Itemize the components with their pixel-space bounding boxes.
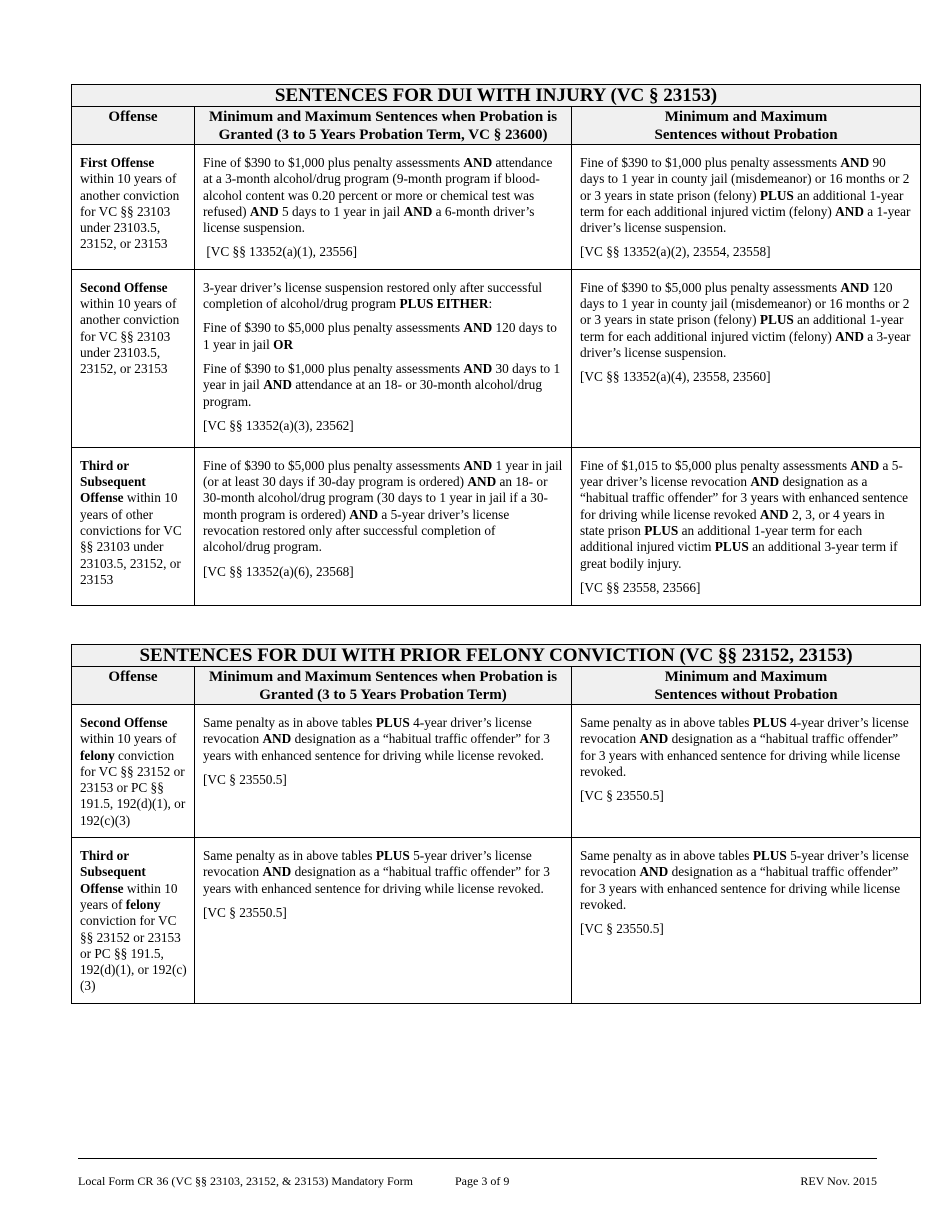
- table-row: [72, 838, 921, 1004]
- table-header-row: [72, 667, 921, 705]
- probation-header: [195, 107, 572, 145]
- footer-revision: REV Nov. 2015: [800, 1174, 877, 1188]
- probation-cell: [195, 269, 572, 447]
- offense-cell: Second Offense within 10 years of felony conviction for VC §§ 23152 or 23153 or PC §§ 191.5, 192(d)(1), or 192(c)(3): [72, 705, 195, 838]
- emphasis-text: AND: [759, 506, 789, 522]
- offense-cell: [72, 447, 195, 605]
- sentence-text: Same penalty as in above tables PLUS 4-year driver’s license revocation AND designation as a “habitual traffic offender” for 3 years with enhanced sentence for driving while license revoked.: [580, 715, 909, 779]
- table-title-row: [72, 85, 921, 107]
- sentence-text: Fine of $390 to $1,000 plus penalty assessments AND attendance at a 3-month alcohol/drug program (9-month program if blood-alcohol content was 0.20 percent or more or chemical test was refused) AND 5 days to 1 year in jail AND a 6-month driver’s license suspension.: [203, 155, 553, 236]
- citation: [VC §§ 13352(a)(3), 23562]: [203, 417, 354, 433]
- emphasis-text: AND: [263, 377, 292, 393]
- sentence-text: Same penalty as in above tables PLUS 4-year driver’s license revocation AND designation as a “habitual traffic offender” for 3 years with enhanced sentence for driving while license revoked.: [203, 715, 550, 763]
- table-row: [72, 145, 921, 270]
- sentence-text: Same penalty as in above tables PLUS 5-year driver’s license revocation AND designation as a “habitual traffic offender” for 3 years with enhanced sentence for driving while license revoked.: [203, 848, 550, 896]
- citation: [VC §§ 13352(a)(6), 23568]: [203, 563, 354, 579]
- sentence-option: Fine of $390 to $1,000 plus penalty assessments AND 30 days to 1 year in jail AND attendance at an 18- or 30-month alcohol/drug program.: [203, 360, 561, 409]
- offense-cell: [72, 269, 195, 447]
- emphasis-text: AND: [463, 457, 493, 473]
- offense-detail: within 10 years of another conviction for VC §§ 23103 under 23103.5, 23152, or 23153: [80, 171, 180, 252]
- offense-title: Second Offense: [80, 279, 168, 295]
- no-probation-cell: [572, 705, 921, 838]
- no-probation-cell: [572, 269, 921, 447]
- emphasis-text: felony: [125, 896, 161, 912]
- emphasis-text: AND: [639, 731, 669, 747]
- emphasis-text: PLUS: [759, 312, 794, 328]
- citation: [VC §§ 13352(a)(2), 23554, 23558]: [580, 244, 771, 260]
- probation-header-line2: Granted (3 to 5 Years Probation Term): [259, 687, 507, 703]
- no-probation-header: [572, 107, 921, 145]
- citation: [VC §§ 13352(a)(4), 23558, 23560]: [580, 369, 771, 385]
- emphasis-text: AND: [403, 203, 433, 219]
- offense-detail: within 10 years of another conviction for VC §§ 23103 under 23103.5, 23152, or 23153: [80, 296, 180, 377]
- citation: [VC § 23550.5]: [580, 788, 664, 804]
- citation: [VC § 23550.5]: [203, 771, 287, 787]
- no-probation-cell: [572, 447, 921, 605]
- offense-header: Offense: [72, 107, 195, 145]
- emphasis-text: Second Offense: [80, 715, 168, 730]
- emphasis-text: AND: [262, 731, 292, 747]
- no-probation-header-line2: Sentences without Probation: [654, 687, 838, 703]
- emphasis-text: AND: [463, 360, 493, 376]
- sentence-text: Fine of $1,015 to $5,000 plus penalty assessments AND a 5-year driver’s license revocation AND designation as a “habitual traffic offender” for 3 years with enhanced sentence for driving while license revoked AND 2, 3, or 4 years in state prison PLUS an additional 1-year term for each additional injured victim PLUS an additional 3-year term if great bodily injury.: [580, 457, 909, 571]
- probation-cell: [195, 705, 572, 838]
- dui-injury-table: [71, 84, 921, 606]
- no-probation-header: [572, 667, 921, 705]
- no-probation-header-line1: Minimum and Maximum: [664, 109, 828, 125]
- no-probation-cell: [572, 838, 921, 1004]
- citation: [VC §§ 13352(a)(1), 23556]: [203, 244, 357, 260]
- sentence-option: Fine of $390 to $5,000 plus penalty assessments AND 120 days to 1 year in jail OR: [203, 320, 557, 352]
- offense-cell: [72, 145, 195, 270]
- sentence-text: Same penalty as in above tables PLUS 5-year driver’s license revocation AND designation as a “habitual traffic offender” for 3 years with enhanced sentence for driving while license revoked.: [580, 848, 909, 912]
- no-probation-header-line2: Sentences without Probation: [654, 127, 838, 143]
- offense-title: First Offense: [80, 155, 155, 170]
- emphasis-text: PLUS: [759, 187, 794, 203]
- emphasis-text: AND: [467, 474, 497, 490]
- offense-cell: Third or Subsequent Offense within 10 years of felony conviction for VC §§ 23152 or 23153 or PC §§ 191.5, 192(d)(1), or 192(c)(3): [72, 838, 195, 1004]
- emphasis-text: AND: [639, 864, 669, 880]
- no-probation-cell: [572, 145, 921, 270]
- probation-header-line1: Minimum and Maximum Sentences when Probation is: [208, 669, 558, 685]
- sentence-text: Fine of $390 to $5,000 plus penalty assessments AND 1 year in jail (or at least 30 days if 30-day program is ordered) AND an 18- or 30-month alcohol/drug program (30 days to 1 year in jail if a 30-month program is ordered) AND a 5-year driver’s license revocation restored only after successful completion of alcohol/drug program.: [203, 457, 563, 555]
- emphasis-text: AND: [249, 203, 279, 219]
- emphasis-text: AND: [835, 203, 864, 219]
- emphasis-text: Third or Subsequent Offense: [80, 848, 146, 896]
- table-title-row: [72, 645, 921, 667]
- emphasis-text: AND: [840, 155, 870, 170]
- footer-form-name: Local Form CR 36 (VC §§ 23103, 23152, & 23153) Mandatory Form: [78, 1174, 413, 1188]
- emphasis-text: AND: [850, 457, 880, 473]
- emphasis-text: AND: [463, 155, 493, 170]
- footer-divider: [78, 1158, 877, 1159]
- citation: [VC §§ 23558, 23566]: [580, 579, 701, 595]
- emphasis-text: PLUS: [375, 715, 410, 730]
- table-title: SENTENCES FOR DUI WITH INJURY (VC § 23153): [72, 85, 921, 107]
- no-probation-header-line1: Minimum and Maximum: [664, 669, 828, 685]
- citation: [VC § 23550.5]: [580, 921, 664, 937]
- emphasis-text: PLUS: [752, 715, 787, 730]
- probation-header: [195, 667, 572, 705]
- table-row: [72, 705, 921, 838]
- table-row: [72, 447, 921, 605]
- sentence-text: Fine of $390 to $5,000 plus penalty assessments AND 120 days to 1 year in county jail (misdemeanor) or 16 months or 2 or 3 years in state prison (felony) PLUS an additional 1-year term for each additional injured victim (felony) AND a 3-year driver’s license suspension.: [580, 279, 911, 360]
- citation: [VC § 23550.5]: [203, 904, 287, 920]
- emphasis-text: AND: [349, 506, 379, 522]
- emphasis-text: PLUS: [375, 848, 410, 864]
- table-header-row: [72, 107, 921, 145]
- emphasis-text: PLUS EITHER: [399, 296, 489, 312]
- offense-header: Offense: [72, 667, 195, 705]
- table-title: SENTENCES FOR DUI WITH PRIOR FELONY CONVICTION (VC §§ 23152, 23153): [72, 645, 921, 667]
- emphasis-text: felony: [80, 747, 115, 763]
- probation-header-line2: Granted (3 to 5 Years Probation Term, VC § 23600): [218, 127, 548, 143]
- emphasis-text: OR: [273, 336, 294, 352]
- sentence-text: 3-year driver’s license suspension restored only after successful completion of alcohol/drug program PLUS EITHER:: [203, 279, 543, 312]
- emphasis-text: AND: [750, 474, 780, 490]
- table-row: [72, 269, 921, 447]
- emphasis-text: PLUS: [644, 522, 679, 538]
- emphasis-text: AND: [835, 328, 864, 344]
- emphasis-text: AND: [840, 279, 870, 295]
- offense-title: Third or Subsequent Offense: [80, 457, 146, 506]
- emphasis-text: PLUS: [714, 539, 749, 555]
- emphasis-text: AND: [463, 320, 493, 336]
- footer-page-number: Page 3 of 9: [455, 1174, 510, 1188]
- probation-cell: [195, 447, 572, 605]
- dui-prior-felony-table: [71, 644, 921, 1004]
- probation-cell: [195, 838, 572, 1004]
- probation-cell: [195, 145, 572, 270]
- emphasis-text: PLUS: [752, 848, 787, 864]
- probation-header-line1: Minimum and Maximum Sentences when Probation is: [208, 109, 558, 125]
- sentence-text: Fine of $390 to $1,000 plus penalty assessments AND 90 days to 1 year in county jail (misdemeanor) or 16 months or 2 or 3 years in state prison (felony) PLUS an additional 1-year term for each additional injured victim (felony) AND a 1-year driver’s license suspension.: [580, 155, 911, 236]
- offense-detail: within 10 years of other convictions for VC §§ 23103 under 23103.5, 23152, or 23153: [80, 490, 182, 587]
- emphasis-text: AND: [262, 864, 292, 880]
